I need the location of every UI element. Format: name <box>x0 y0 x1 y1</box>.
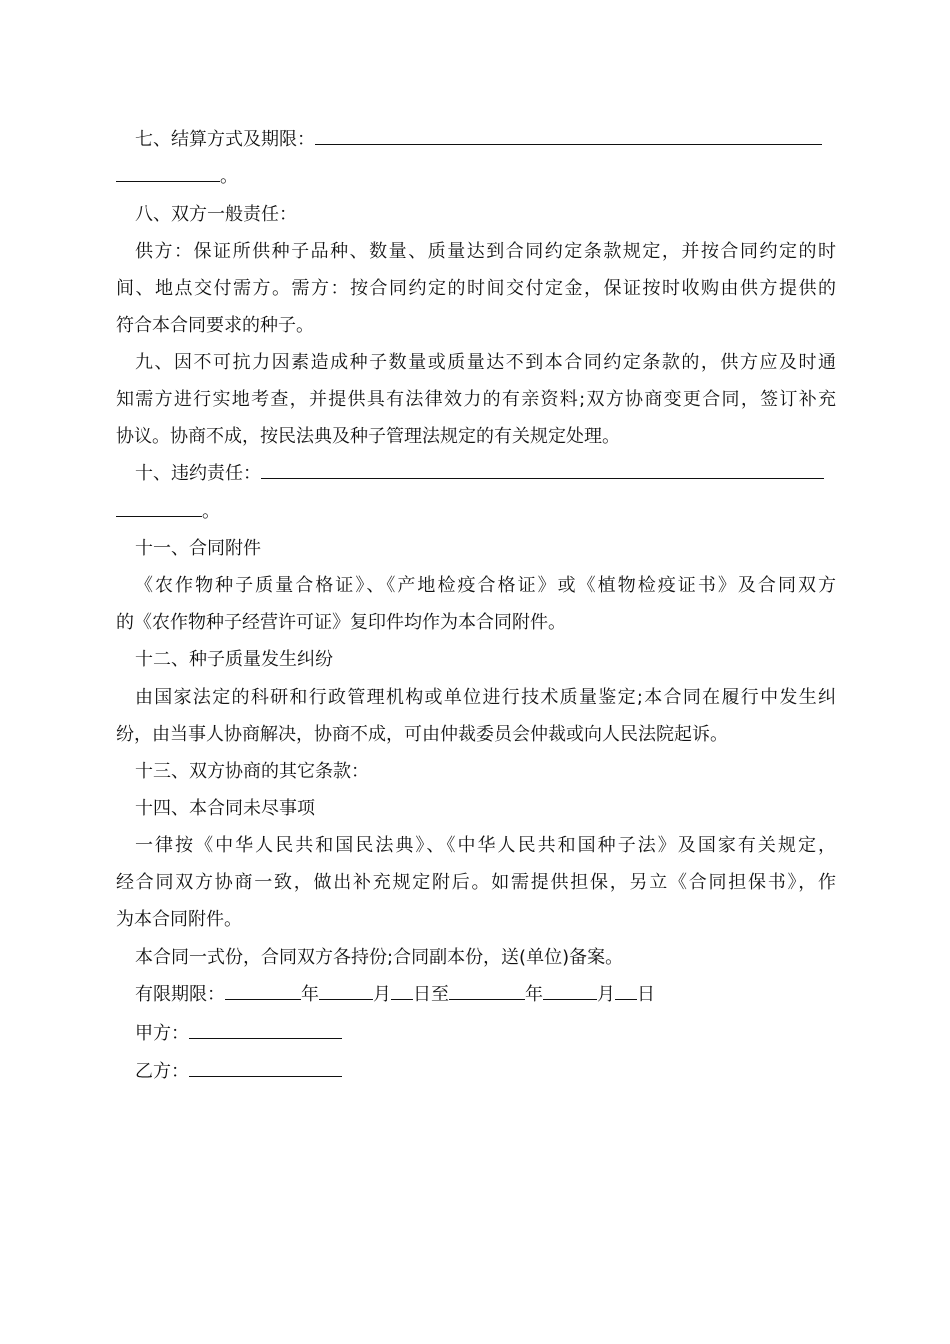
end-year-label: 年 <box>525 984 543 1005</box>
clause11-line-1: 《农作物种子质量合格证》、《产地检疫合格证》或《植物检疫证书》及合同双方 <box>135 575 836 596</box>
clause14-heading: 十四、本合同未尽事项 <box>135 798 315 819</box>
start-year-blank[interactable] <box>225 983 301 1000</box>
start-month-blank[interactable] <box>319 983 373 1000</box>
end-month-blank[interactable] <box>543 983 597 1000</box>
day-to-label: 日至 <box>413 984 449 1005</box>
party-b-blank[interactable] <box>189 1060 342 1077</box>
clause7-blank-2[interactable] <box>116 165 220 182</box>
clause12-line-2: 纷，由当事人协商解决，协商不成，可由仲裁委员会仲裁或向人民法院起诉。 <box>116 724 728 745</box>
party-a-label: 甲方： <box>135 1023 189 1044</box>
clause14-line-3: 为本合同附件。 <box>116 909 242 930</box>
clause8-line-1: 供方：保证所供种子品种、数量、质量达到合同约定条款规定，并按合同约定的时 <box>135 241 836 262</box>
clause10-line <box>135 462 836 486</box>
clause8-line-3: 符合本合同要求的种子。 <box>116 315 314 336</box>
party-b-line <box>135 1060 836 1084</box>
clause14-line-2: 经合同双方协商一致，做出补充规定附后。如需提供担保，另立《合同担保书》，作 <box>116 872 836 893</box>
clause7-blank[interactable] <box>315 128 822 145</box>
end-day-blank[interactable] <box>615 983 637 1000</box>
clause9-line-3: 协议。协商不成，按民法典及种子管理法规定的有关规定处理。 <box>116 426 620 447</box>
copies-line: 本合同一式份，合同双方各持份;合同副本份，送(单位)备案。 <box>135 947 624 968</box>
clause13-heading: 十三、双方协商的其它条款： <box>135 761 369 782</box>
clause7-continuation <box>116 165 836 189</box>
clause12-line-1: 由国家法定的科研和行政管理机构或单位进行技术质量鉴定;本合同在履行中发生纠 <box>135 687 836 708</box>
end-day-label: 日 <box>637 984 655 1005</box>
clause12-heading: 十二、种子质量发生纠纷 <box>135 649 333 670</box>
month-label: 月 <box>373 984 391 1005</box>
clause7-line <box>135 128 836 152</box>
clause10-label: 十、违约责任： <box>135 463 261 484</box>
clause10-blank[interactable] <box>261 462 824 479</box>
party-a-blank[interactable] <box>189 1022 342 1039</box>
clause7-label: 七、结算方式及期限： <box>135 129 315 150</box>
clause7-end: 。 <box>220 166 238 187</box>
end-year-blank[interactable] <box>449 983 525 1000</box>
clause9-line-2: 知需方进行实地考查，并提供具有法律效力的有亲资料;双方协商变更合同，签订补充 <box>116 389 836 410</box>
validity-label: 有限期限： <box>135 984 225 1005</box>
clause9-line-1: 九、因不可抗力因素造成种子数量或质量达不到本合同约定条款的，供方应及时通 <box>135 352 836 373</box>
party-b-label: 乙方： <box>135 1061 189 1082</box>
start-day-blank[interactable] <box>391 983 413 1000</box>
end-month-label: 月 <box>597 984 615 1005</box>
clause8-line-2: 间、地点交付需方。需方：按合同约定的时间交付定金，保证按时收购由供方提供的 <box>116 278 836 299</box>
validity-line <box>135 983 836 1007</box>
clause14-line-1: 一律按《中华人民共和国民法典》、《中华人民共和国种子法》及国家有关规定， <box>135 835 836 856</box>
clause11-heading: 十一、合同附件 <box>135 538 261 559</box>
clause8-heading: 八、双方一般责任： <box>135 204 297 225</box>
clause11-line-2: 的《农作物种子经营许可证》复印件均作为本合同附件。 <box>116 612 566 633</box>
year-label: 年 <box>301 984 319 1005</box>
clause10-blank-2[interactable] <box>116 500 202 517</box>
clause10-end: 。 <box>202 501 220 522</box>
party-a-line <box>135 1022 836 1046</box>
clause10-continuation <box>116 500 836 524</box>
